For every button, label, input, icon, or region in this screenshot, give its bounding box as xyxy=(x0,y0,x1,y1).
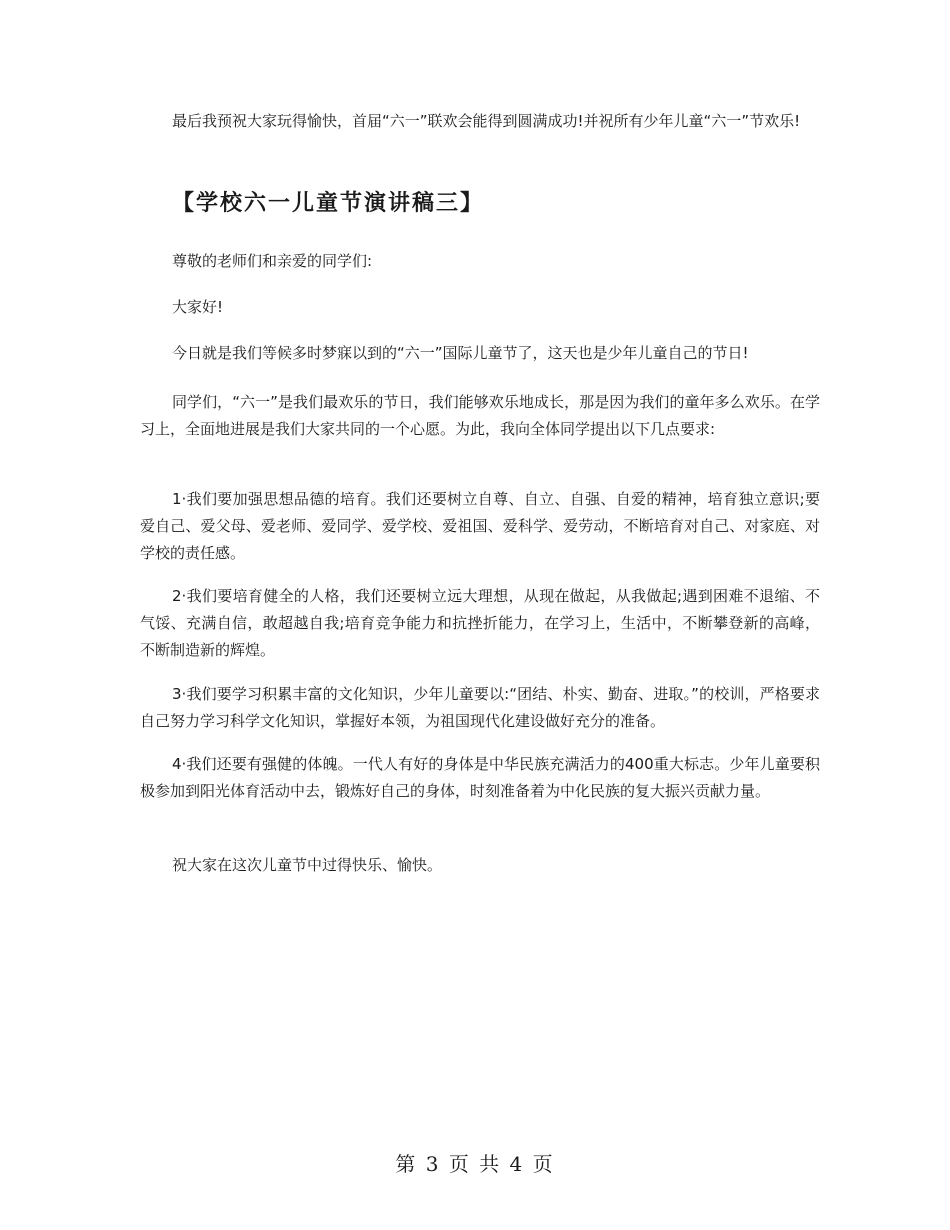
paragraph-opening: 今日就是我们等候多时梦寐以到的“六一”国际儿童节了，这天也是少年儿童自己的节日! xyxy=(172,344,749,362)
paragraph-greeting: 大家好! xyxy=(172,298,224,316)
page-number-footer: 第 3 页 共 4 页 xyxy=(395,1152,555,1176)
paragraph-requirements-intro: 同学们，“六一”是我们最欢乐的节日，我们能够欢乐地成长，那是因为我们的童年多么欢乐。在学习上，全面地进展是我们大家共同的一个心愿。为此，我向全体同学提出以下几点要求: xyxy=(140,393,820,438)
paragraph-point-3: 3·我们要学习积累丰富的文化知识，少年儿童要以:“团结、朴实、勤奋、进取。”的校训，严格要求自己努力学习科学文化知识，掌握好本领，为祖国现代化建设做好充分的准备。 xyxy=(140,685,820,730)
paragraph-point-1: 1·我们要加强思想品德的培育。我们还要树立自尊、自立、自强、自爱的精神，培育独立意识;要爱自己、爱父母、爱老师、爱同学、爱学校、爱祖国、爱科学、爱劳动，不断培育对自己、对家庭、对学校的责任感。 xyxy=(140,490,820,562)
section-heading: 【学校六一儿童节演讲稿三】 xyxy=(172,190,485,216)
paragraph-salutation: 尊敬的老师们和亲爱的同学们: xyxy=(172,252,373,270)
paragraph-point-2: 2·我们要培育健全的人格，我们还要树立远大理想，从现在做起，从我做起;遇到困难不退缩、不气馁、充满自信，敢超越自我;培育竞争能力和抗挫折能力，在学习上，生活中，不断攀登新的高峰，不断制造新的辉煌。 xyxy=(140,587,820,659)
paragraph-point-4: 4·我们还要有强健的体魄。一代人有好的身体是中华民族充满活力的400重大标志。少年儿童要积极参加到阳光体育活动中去，锻炼好自己的身体，时刻准备着为中化民族的复大振兴贡献力量。 xyxy=(140,755,820,800)
intro-paragraph: 最后我预祝大家玩得愉快，首届“六一”联欢会能得到圆满成功!并祝所有少年儿童“六一”节欢乐! xyxy=(172,112,801,130)
paragraph-closing: 祝大家在这次儿童节中过得快乐、愉快。 xyxy=(172,856,443,874)
